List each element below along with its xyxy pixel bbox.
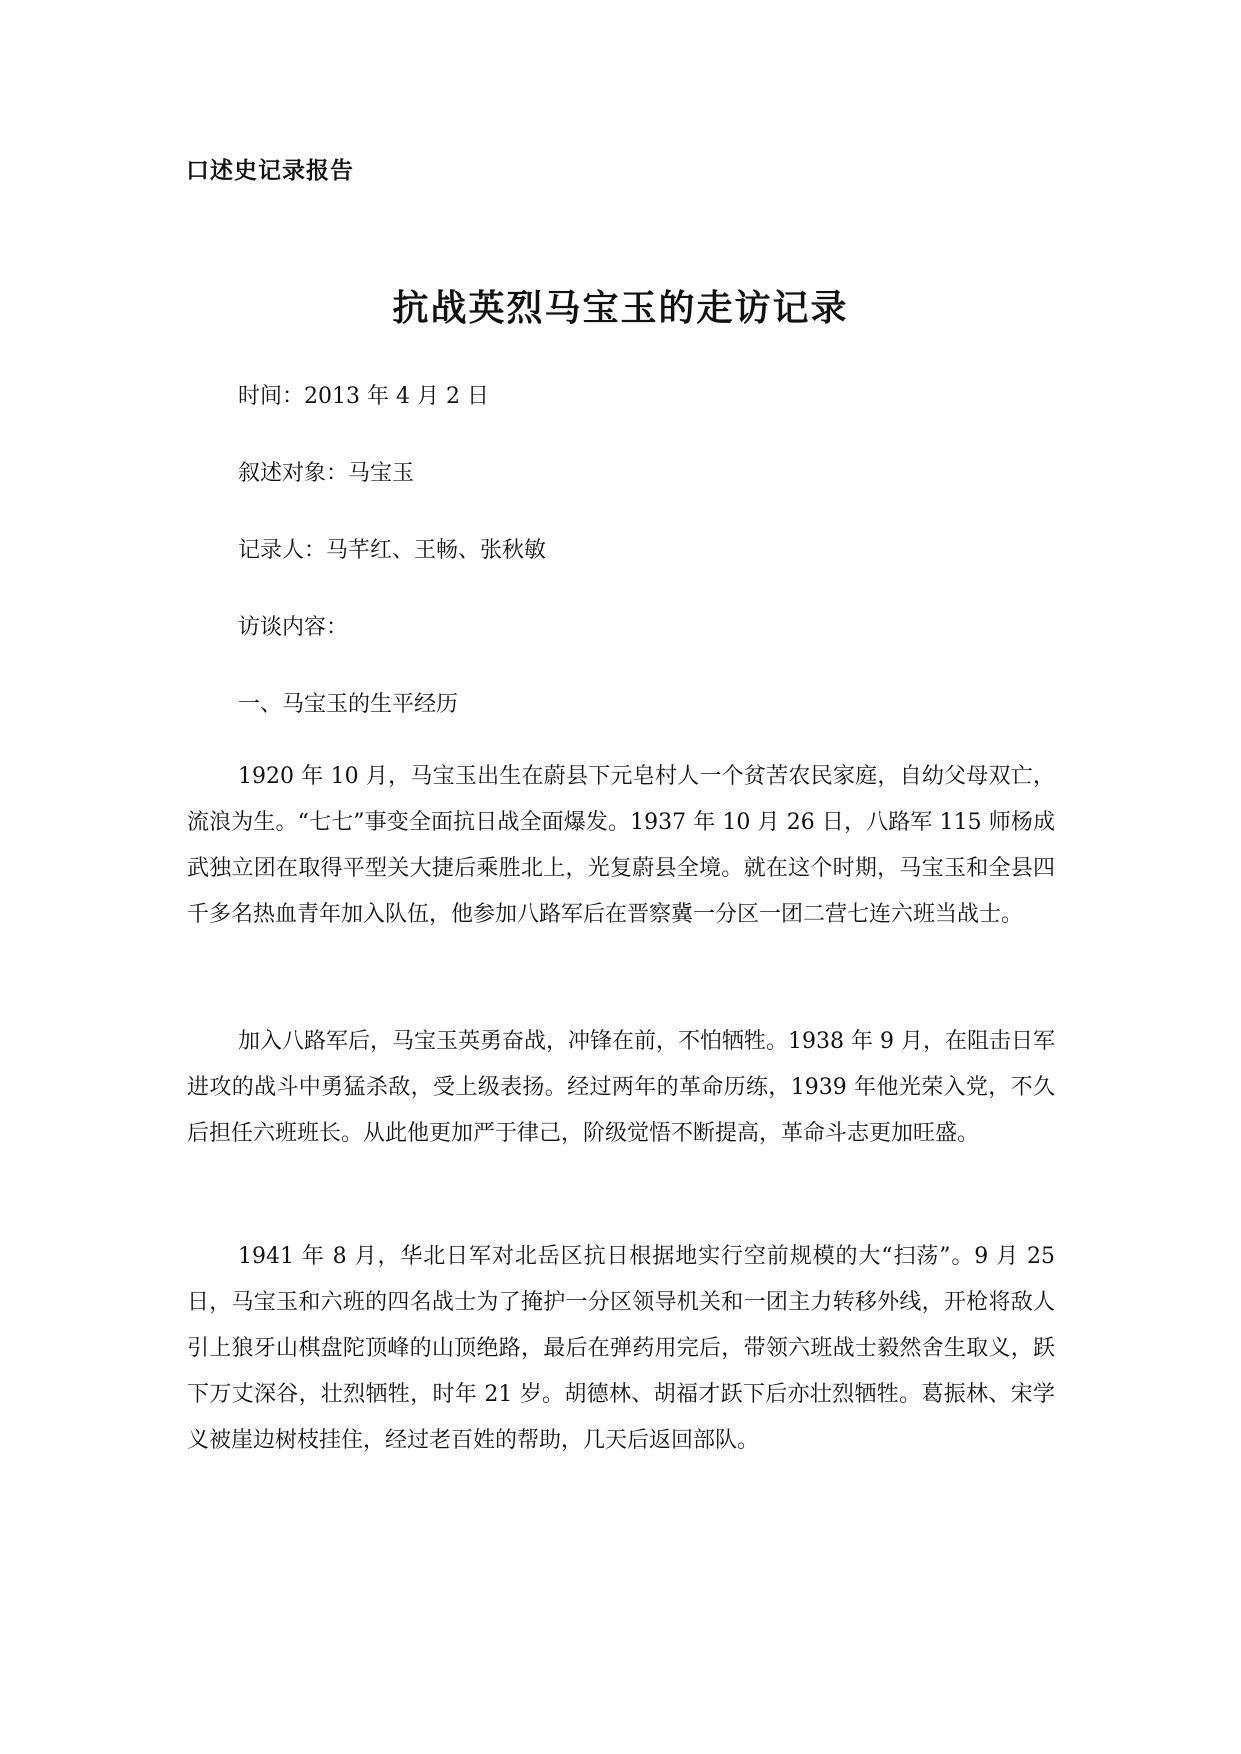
body-paragraph: 加入八路军后，马宝玉英勇奋战，冲锋在前，不怕牺牲。1938 年 9 月，在阻击日军进攻的战斗中勇猛杀敌，受上级表扬。经过两年的革命历练，1939 年他光荣入党，不久后担任六班班长。从此他更加严于律己，阶级觉悟不断提高，革命斗志更加旺盛。: [187, 1029, 1055, 1146]
report-type-label: 口述史记录报告: [186, 158, 354, 184]
document-title: 抗战英烈马宝玉的走访记录: [392, 288, 849, 329]
interview-time: 时间：2013 年 4 月 2 日: [238, 384, 489, 409]
body-paragraph: 1941 年 8 月，华北日军对北岳区抗日根据地实行空前规模的大“扫荡”。9 月 25 日，马宝玉和六班的四名战士为了掩护一分区领导机关和一团主力转移外线，开枪将敌人引上狼牙山棋盘陀顶峰的山顶绝路，最后在弹药用完后，带领六班战士毅然舍生取义，跃下万丈深谷，壮烈牺牲，时年 21 岁。胡德林、胡福才跃下后亦壮烈牺牲。葛振林、宋学义被崖边树枝挂住，经过老百姓的帮助，几天后返回部队。: [187, 1244, 1055, 1453]
body-paragraph: 1920 年 10 月，马宝玉出生在蔚县下元皂村人一个贫苦农民家庭，自幼父母双亡，流浪为生。“七七”事变全面抗日战全面爆发。1937 年 10 月 26 日，八路军 115 师杨成武独立团在取得平型关大捷后乘胜北上，光复蔚县全境。就在这个时期，马宝玉和全县四千多名热血青年加入队伍，他参加八路军后在晋察冀一分区一团二营七连六班当战士。: [187, 764, 1055, 927]
interview-content-label: 访谈内容：: [238, 615, 349, 640]
interview-recorders: 记录人：马芊红、王畅、张秋敏: [238, 538, 547, 563]
section-heading: 一、马宝玉的生平经历: [238, 692, 459, 717]
interview-subject: 叙述对象：马宝玉: [238, 461, 415, 486]
